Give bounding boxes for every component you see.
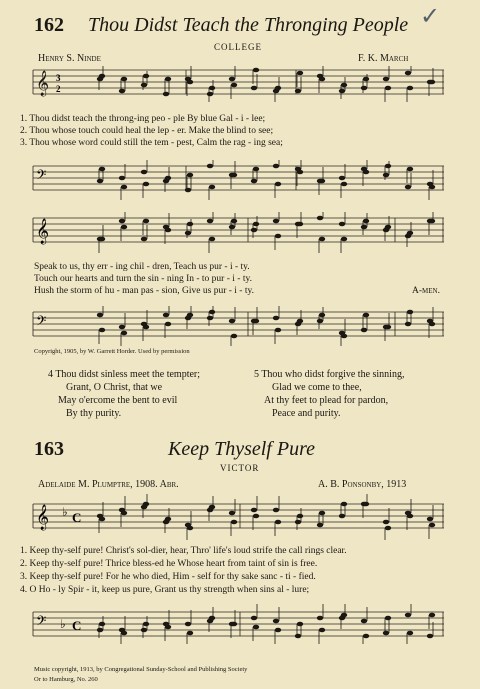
composer-162: F. K. March xyxy=(358,53,409,64)
note-head xyxy=(275,234,281,239)
note-head xyxy=(383,631,389,636)
note-head xyxy=(407,86,413,91)
note-head xyxy=(207,316,213,321)
note-head xyxy=(317,319,323,324)
note-head xyxy=(319,237,325,242)
note-head xyxy=(143,502,149,507)
note-head xyxy=(163,92,169,97)
note-head xyxy=(251,179,257,184)
note-head xyxy=(99,517,105,522)
note-head xyxy=(141,628,147,633)
note-head xyxy=(97,313,103,318)
note-head xyxy=(427,634,433,639)
note-head xyxy=(99,74,105,79)
music-staff-treble-3 xyxy=(0,494,480,540)
note-head xyxy=(295,634,301,639)
svg-text:𝄢: 𝄢 xyxy=(36,615,47,632)
note-head xyxy=(429,322,435,327)
note-head xyxy=(165,517,171,522)
note-head xyxy=(119,219,125,224)
note-head xyxy=(253,625,259,630)
note-head xyxy=(385,325,391,330)
note-head xyxy=(385,616,391,621)
note-head xyxy=(165,625,171,630)
note-head xyxy=(427,517,433,522)
note-head xyxy=(143,622,149,627)
note-head xyxy=(363,170,369,175)
amen-label: A-men. xyxy=(412,286,440,296)
stanza-5-line: Peace and purity. xyxy=(272,408,341,419)
note-head xyxy=(405,613,411,618)
note-head xyxy=(319,313,325,318)
note-head xyxy=(385,86,391,91)
svg-text:C: C xyxy=(72,510,82,525)
tune-name-163: VICTOR xyxy=(220,463,260,473)
note-head xyxy=(97,628,103,633)
svg-text:𝄞: 𝄞 xyxy=(36,70,50,95)
note-head xyxy=(253,222,259,227)
note-head xyxy=(273,619,279,624)
note-head xyxy=(229,511,235,516)
note-head xyxy=(319,628,325,633)
note-head xyxy=(273,219,279,224)
svg-text:♭: ♭ xyxy=(62,505,68,519)
note-head xyxy=(251,508,257,513)
note-head xyxy=(429,219,435,224)
note-head xyxy=(363,77,369,82)
verse-line-1a: 1. Thou didst teach the throng-ing peo - ple By blue Gal - i - lee; xyxy=(20,114,266,124)
note-head xyxy=(141,237,147,242)
note-head xyxy=(121,511,127,516)
note-head xyxy=(317,523,323,528)
note-head xyxy=(185,231,191,236)
note-head xyxy=(385,225,391,230)
verse-163-line-4: 4. O Ho - ly Spir - it, keep us pure, Grant us thy strength when sins al - lure; xyxy=(20,585,310,595)
svg-text:C: C xyxy=(72,618,82,633)
note-head xyxy=(187,313,193,318)
note-head xyxy=(209,185,215,190)
note-head xyxy=(383,520,389,525)
note-head xyxy=(99,167,105,172)
note-head xyxy=(405,185,411,190)
composer-163: A. B. Ponsonby, 1913 xyxy=(318,479,407,490)
note-head xyxy=(209,310,215,315)
stanza-4-line: May o'ercome the bent to evil xyxy=(58,395,178,406)
note-head xyxy=(231,334,237,339)
note-head xyxy=(317,616,323,621)
note-head xyxy=(121,331,127,336)
note-head xyxy=(383,77,389,82)
note-head xyxy=(121,631,127,636)
svg-text:𝄞: 𝄞 xyxy=(36,218,50,243)
stanza-5 xyxy=(254,368,404,420)
note-head xyxy=(363,634,369,639)
music-staff-treble-2 xyxy=(0,212,480,256)
note-head xyxy=(231,173,237,178)
note-head xyxy=(275,328,281,333)
verse-line-3a: 3. Thou whose word could still the tem - pest, Calm the rag - ing sea; xyxy=(20,138,283,148)
note-head xyxy=(99,328,105,333)
svg-text:3: 3 xyxy=(56,73,61,83)
note-head xyxy=(187,526,193,531)
stanza-4 xyxy=(48,368,200,420)
verse-163-line-1: 1. Keep thy-self pure! Christ's sol-dier, hear, Thro' life's loud strife the call rings clear. xyxy=(20,546,347,556)
note-head xyxy=(275,628,281,633)
stanza-4-line: 4 Thou didst sinless meet the tempter; xyxy=(48,369,201,380)
note-head xyxy=(341,83,347,88)
note-head xyxy=(119,176,125,181)
verse-163-line-3: 3. Keep thy-self pure! For he who died, Him - self for thy sake sanc - ti - fied. xyxy=(20,572,316,582)
hymn-title-162: Thou Didst Teach the Thronging People xyxy=(88,14,409,36)
music-staff-bass-1 xyxy=(0,160,480,200)
note-head xyxy=(185,622,191,627)
note-head xyxy=(339,514,345,519)
music-staff-bass-3 xyxy=(0,604,480,644)
note-head xyxy=(141,170,147,175)
note-head xyxy=(429,523,435,528)
svg-text:𝄢: 𝄢 xyxy=(36,315,47,332)
note-head xyxy=(143,219,149,224)
note-head xyxy=(275,520,281,525)
note-head xyxy=(363,502,369,507)
music-staff-treble-1 xyxy=(0,66,480,110)
note-head xyxy=(297,319,303,324)
note-head xyxy=(273,508,279,513)
note-head xyxy=(407,514,413,519)
note-head xyxy=(231,83,237,88)
note-head xyxy=(229,225,235,230)
note-head xyxy=(341,502,347,507)
note-head xyxy=(339,222,345,227)
svg-text:♭: ♭ xyxy=(60,617,66,631)
note-head xyxy=(339,176,345,181)
note-head xyxy=(295,520,301,525)
note-head xyxy=(297,222,303,227)
note-head xyxy=(121,225,127,230)
note-head xyxy=(363,313,369,318)
note-head xyxy=(229,77,235,82)
note-head xyxy=(165,77,171,82)
hymn-number-163: 163 xyxy=(34,438,64,460)
note-head xyxy=(143,325,149,330)
note-head xyxy=(297,622,303,627)
note-head xyxy=(297,514,303,519)
note-head xyxy=(297,170,303,175)
note-head xyxy=(97,179,103,184)
note-head xyxy=(407,310,413,315)
note-head xyxy=(361,86,367,91)
note-head xyxy=(429,80,435,85)
stanza-4-line: By thy purity. xyxy=(66,408,122,419)
note-head xyxy=(407,631,413,636)
note-head xyxy=(165,322,171,327)
note-head xyxy=(429,613,435,618)
note-head xyxy=(363,219,369,224)
stanza-4-line: Grant, O Christ, that we xyxy=(66,382,163,393)
note-head xyxy=(209,237,215,242)
note-head xyxy=(209,86,215,91)
hymn-title-163: Keep Thyself Pure xyxy=(168,438,316,460)
note-head xyxy=(319,179,325,184)
note-head xyxy=(187,222,193,227)
note-head xyxy=(361,619,367,624)
note-head xyxy=(361,328,367,333)
note-head xyxy=(275,182,281,187)
verse-line-1b: Speak to us, thy err - ing chil - dren, Teach us pur - i - ty. xyxy=(34,262,250,272)
note-head xyxy=(319,511,325,516)
note-head xyxy=(231,219,237,224)
note-head xyxy=(207,92,213,97)
note-head xyxy=(207,164,213,169)
note-head xyxy=(319,77,325,82)
note-head xyxy=(141,83,147,88)
note-head xyxy=(253,68,259,73)
note-head xyxy=(163,313,169,318)
note-head xyxy=(273,316,279,321)
stanza-5-line: At thy feet to plead for pardon, xyxy=(264,395,389,406)
hymn-number-162: 162 xyxy=(34,14,64,36)
note-head xyxy=(295,89,301,94)
check-mark-icon: ✓ xyxy=(420,4,441,30)
stanza-5-line: 5 Thou who didst forgive the sinning, xyxy=(254,369,405,380)
note-head xyxy=(119,325,125,330)
note-head xyxy=(209,616,215,621)
note-head xyxy=(165,176,171,181)
note-head xyxy=(121,77,127,82)
music-staff-bass-2 xyxy=(0,306,480,346)
note-head xyxy=(339,89,345,94)
note-head xyxy=(207,219,213,224)
note-head xyxy=(99,622,105,627)
verse-line-2a: 2. Thou whose touch could heal the lep - er. Make the blind to see; xyxy=(20,126,274,136)
author-162: Henry S. Ninde xyxy=(38,53,101,64)
author-163: Adelaide M. Plumptre, 1908. Abr. xyxy=(38,479,179,490)
verse-line-2b: Touch our hearts and turn the sin - ning In - to pur - i - ty. xyxy=(34,274,252,284)
note-head xyxy=(251,228,257,233)
verse-163-line-2: 2. Keep thy-self pure! Thrice bless-ed he Whose heart from taint of sin is free. xyxy=(20,559,318,569)
note-head xyxy=(341,182,347,187)
note-head xyxy=(341,613,347,618)
alternate-tune-note: Or to Hamburg, No. 260 xyxy=(34,676,98,683)
note-head xyxy=(209,505,215,510)
note-head xyxy=(361,225,367,230)
note-head xyxy=(273,164,279,169)
note-head xyxy=(385,164,391,169)
note-head xyxy=(231,622,237,627)
note-head xyxy=(341,237,347,242)
svg-text:𝄢: 𝄢 xyxy=(36,169,47,186)
note-head xyxy=(429,185,435,190)
note-head xyxy=(253,319,259,324)
note-head xyxy=(231,520,237,525)
note-head xyxy=(385,526,391,531)
note-head xyxy=(275,86,281,91)
svg-text:2: 2 xyxy=(56,84,61,94)
note-head xyxy=(341,334,347,339)
note-head xyxy=(405,322,411,327)
note-head xyxy=(187,173,193,178)
svg-text:𝄞: 𝄞 xyxy=(36,504,50,529)
note-head xyxy=(185,188,191,193)
note-head xyxy=(251,616,257,621)
note-head xyxy=(251,86,257,91)
note-head xyxy=(405,71,411,76)
note-head xyxy=(187,80,193,85)
note-head xyxy=(143,74,149,79)
note-head xyxy=(143,182,149,187)
note-head xyxy=(229,319,235,324)
note-head xyxy=(165,228,171,233)
note-head xyxy=(121,185,127,190)
tune-name-162: COLLEGE xyxy=(214,42,262,52)
note-head xyxy=(383,173,389,178)
copyright-162: Copyright, 1905, by W. Garrett Horder. Used by permission xyxy=(34,348,190,355)
note-head xyxy=(99,237,105,242)
note-head xyxy=(407,231,413,236)
copyright-163: Music copyright, 1913, by Congregational Sunday-School and Publishing Society xyxy=(34,666,248,673)
note-head xyxy=(297,71,303,76)
note-head xyxy=(253,514,259,519)
stanza-5-line: Glad we come to thee, xyxy=(272,382,362,393)
note-head xyxy=(317,216,323,221)
note-head xyxy=(119,89,125,94)
note-head xyxy=(187,631,193,636)
note-head xyxy=(407,167,413,172)
verse-line-3b: Hush the storm of hu - man pas - sion, Give us pur - i - ty. xyxy=(34,286,254,296)
note-head xyxy=(253,167,259,172)
